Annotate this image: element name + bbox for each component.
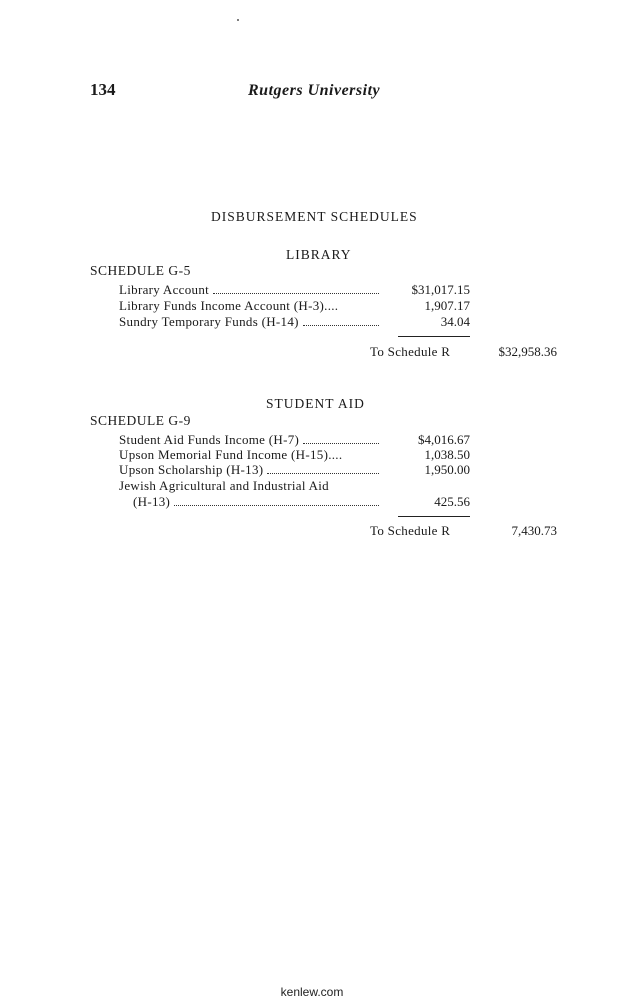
schedule-label-g9: SCHEDULE G-9	[90, 413, 191, 428]
item-amount: 425.56	[434, 494, 470, 509]
library-item-library-account	[119, 282, 381, 298]
leader-dots	[303, 324, 379, 326]
watermark-text: kenlew.com	[280, 985, 344, 999]
page-title: DISBURSEMENT SCHEDULES	[211, 209, 418, 224]
page-number: 134	[90, 80, 116, 99]
student-aid-item-funds-income	[119, 432, 381, 448]
total-label: To Schedule R	[370, 523, 451, 538]
section-heading-student-aid: STUDENT AID	[266, 396, 365, 411]
ink-speck	[237, 19, 239, 21]
item-label: (H-13)	[133, 494, 171, 509]
subtotal-rule	[398, 336, 470, 337]
item-amount: $31,017.15	[411, 282, 470, 297]
running-title: Rutgers University	[248, 82, 381, 99]
item-amount: 1,907.17	[424, 298, 470, 313]
item-label: Upson Scholarship (H-13)	[119, 462, 264, 477]
item-label: Sundry Temporary Funds (H-14)	[119, 314, 299, 329]
leader-dots	[303, 442, 379, 444]
leader-dots	[267, 472, 379, 474]
item-label: Jewish Agricultural and Industrial Aid	[119, 478, 329, 493]
schedule-label-g5: SCHEDULE G-5	[90, 263, 191, 278]
total-amount: 7,430.73	[511, 523, 557, 538]
item-label: Student Aid Funds Income (H-7)	[119, 432, 300, 447]
item-label: Upson Memorial Fund Income (H-15)....	[119, 447, 343, 462]
item-label: Library Funds Income Account (H-3)....	[119, 298, 339, 313]
student-aid-item-jewish-agricultural	[119, 478, 381, 494]
subtotal-rule	[398, 516, 470, 517]
leader-dots	[213, 292, 379, 294]
item-amount: $4,016.67	[418, 432, 470, 447]
item-amount: 1,950.00	[424, 462, 470, 477]
library-item-sundry-temporary	[119, 314, 381, 330]
section-heading-library: LIBRARY	[286, 247, 352, 262]
library-item-funds-income	[119, 298, 381, 314]
student-aid-item-jewish-agricultural-cont	[133, 494, 381, 510]
total-amount: $32,958.36	[498, 344, 557, 359]
item-amount: 1,038.50	[424, 447, 470, 462]
student-aid-item-upson-scholarship	[119, 462, 381, 478]
student-aid-item-upson-memorial	[119, 447, 381, 463]
item-amount: 34.04	[440, 314, 470, 329]
item-label: Library Account	[119, 282, 210, 297]
leader-dots	[174, 504, 379, 506]
total-label: To Schedule R	[370, 344, 451, 359]
